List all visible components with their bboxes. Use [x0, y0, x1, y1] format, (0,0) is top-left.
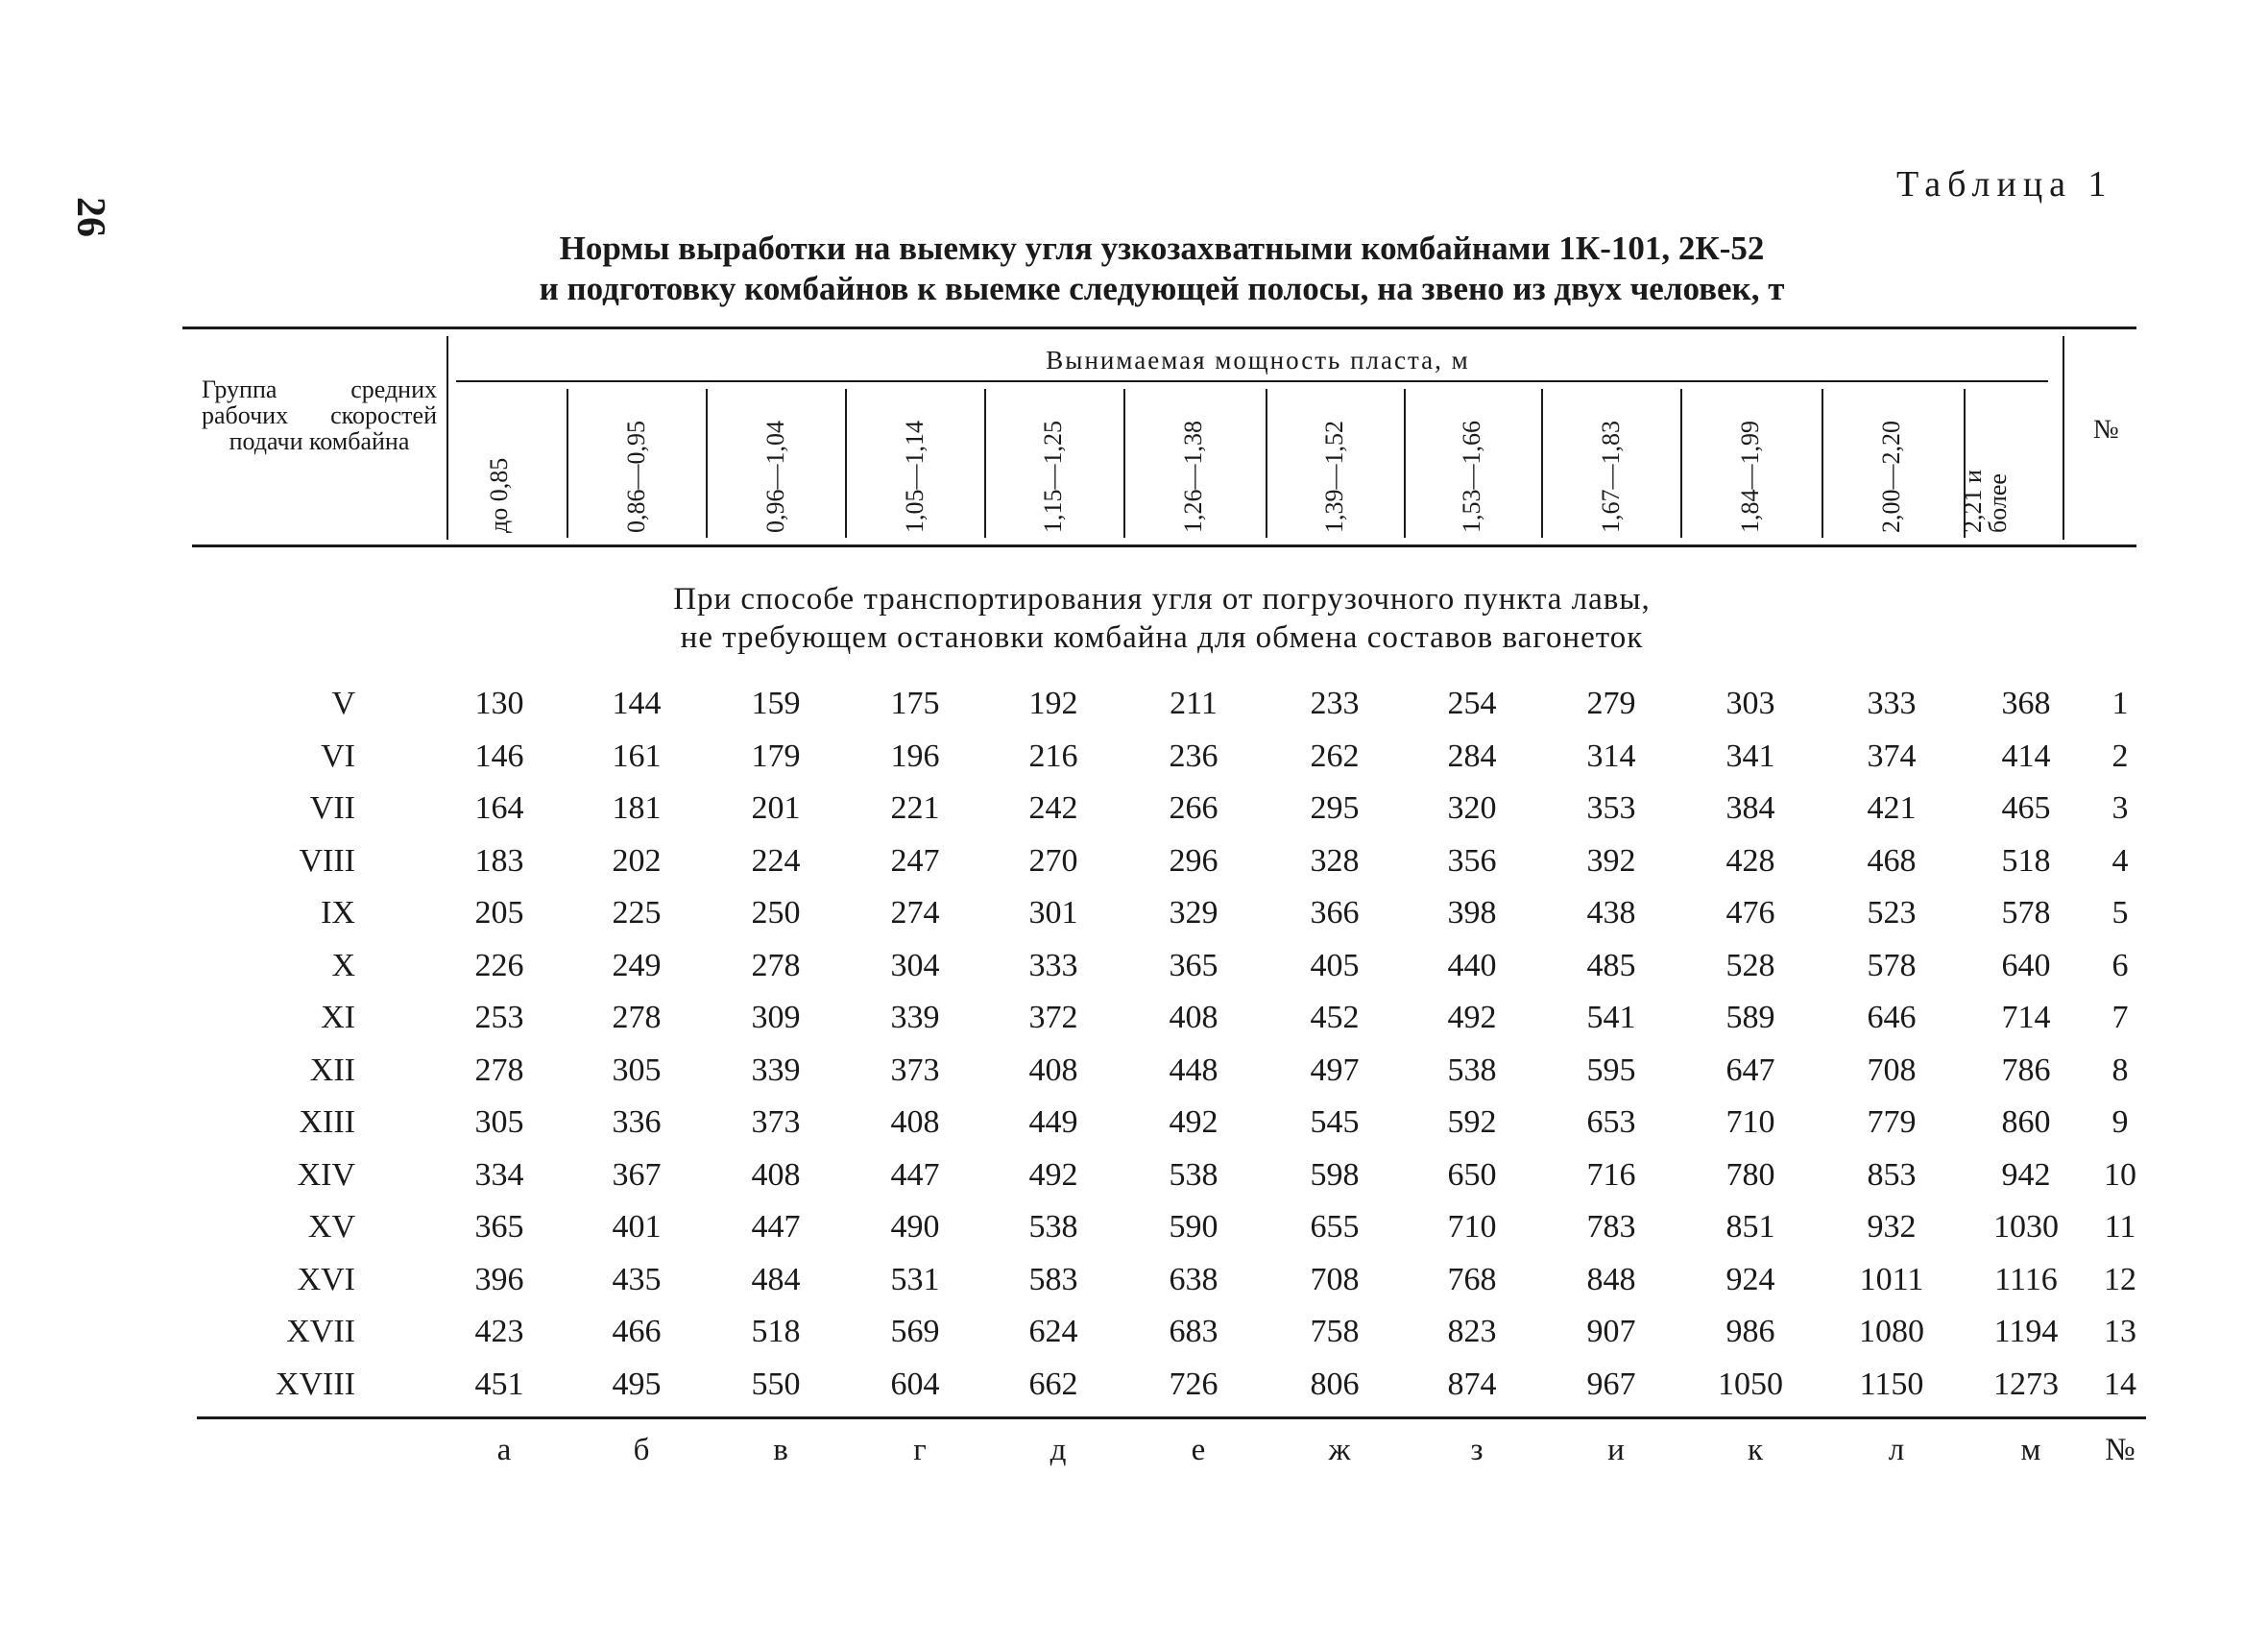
value-cell: 211: [1170, 686, 1218, 721]
value-cell: 175: [890, 686, 940, 721]
value-cell: 164: [474, 790, 524, 826]
value-cell: 932: [1867, 1209, 1917, 1245]
value-cell: 924: [1725, 1261, 1775, 1297]
value-cell: 384: [1725, 790, 1775, 826]
footer-letter: е: [1191, 1433, 1206, 1467]
section-note-line-1: При способе транспортирования угля от погрузочного пункта лавы,: [673, 582, 1651, 617]
header-column-divider: [984, 389, 986, 538]
value-cell: 309: [751, 1000, 801, 1035]
value-cell: 538: [1447, 1052, 1497, 1088]
thickness-column-header: [1876, 389, 1934, 533]
group-column-divider: [446, 336, 448, 540]
section-note: [576, 580, 1748, 657]
thickness-column-label: 2,00—2,20: [1877, 421, 1905, 533]
value-cell: 650: [1447, 1156, 1497, 1193]
row-number-cell: 2: [2111, 738, 2129, 774]
table-bottom-rule: [197, 1416, 2146, 1419]
value-cell: 497: [1310, 1052, 1360, 1088]
header-bottom-rule: [192, 544, 2136, 547]
value-cell: 305: [612, 1052, 662, 1088]
header-column-divider: [706, 389, 708, 538]
top-rule: [182, 327, 2136, 329]
value-cell: 183: [474, 842, 524, 879]
header-column-divider: [1822, 389, 1823, 538]
value-cell: 638: [1169, 1261, 1218, 1297]
value-cell: 405: [1310, 947, 1360, 983]
value-cell: 1080: [1859, 1314, 1924, 1349]
value-cell: 408: [1028, 1052, 1078, 1088]
group-cell: V: [331, 686, 355, 721]
value-cell: 492: [1169, 1104, 1218, 1140]
value-cell: 538: [1028, 1209, 1078, 1245]
value-cell: 179: [751, 738, 801, 774]
value-cell: 907: [1586, 1314, 1636, 1349]
value-cell: 476: [1725, 895, 1775, 931]
value-cell: 408: [1169, 1000, 1218, 1035]
value-cell: 545: [1310, 1104, 1360, 1140]
value-cell: 592: [1447, 1104, 1497, 1140]
subheader-rule: [456, 380, 2048, 382]
row-number-cell: 9: [2111, 1104, 2129, 1140]
value-cell: 236: [1169, 738, 1218, 774]
value-cell: 640: [2001, 947, 2051, 983]
value-cell: 590: [1169, 1209, 1218, 1245]
row-number-cell: 5: [2111, 895, 2129, 931]
group-cell: XVI: [297, 1261, 355, 1297]
value-cell: 495: [612, 1366, 662, 1402]
thickness-column-label: до 0,85: [485, 457, 513, 533]
value-cell: 279: [1586, 686, 1636, 721]
value-cell: 468: [1867, 842, 1917, 879]
value-cell: 295: [1310, 790, 1360, 826]
value-cell: 339: [751, 1052, 801, 1088]
footer-letter: к: [1747, 1433, 1764, 1467]
group-cell: XI: [321, 1000, 355, 1035]
thickness-column-header: [1319, 389, 1377, 533]
value-cell: 646: [1867, 1000, 1917, 1035]
value-cell: 365: [1169, 947, 1218, 983]
value-cell: 466: [612, 1314, 662, 1349]
footer-letter: д: [1050, 1433, 1067, 1467]
value-cell: 242: [1028, 790, 1078, 826]
value-cell: 647: [1725, 1052, 1775, 1088]
no-header: №: [2093, 415, 2119, 445]
value-cell: 1116: [1994, 1261, 2058, 1297]
thickness-column-header: [621, 389, 679, 533]
row-number-cell: 14: [2104, 1366, 2136, 1402]
value-cell: 366: [1310, 895, 1360, 931]
footer-letter: в: [773, 1433, 788, 1467]
header-column-divider: [1541, 389, 1543, 538]
value-cell: 367: [612, 1156, 662, 1193]
value-cell: 662: [1028, 1366, 1078, 1402]
value-cell: 435: [612, 1261, 662, 1297]
value-cell: 368: [2001, 686, 2051, 721]
value-cell: 716: [1586, 1156, 1636, 1193]
group-cell: XIII: [299, 1104, 355, 1140]
row-number-cell: 11: [2104, 1209, 2136, 1245]
thickness-column-header: [1596, 389, 1653, 533]
thickness-column-header: [1038, 389, 1096, 533]
footer-letter: и: [1607, 1433, 1625, 1467]
thickness-column-header: [1178, 389, 1236, 533]
group-header: Группа средних рабочих скоростей подачи комбайна: [202, 375, 437, 455]
value-cell: 372: [1028, 1000, 1078, 1035]
value-cell: 356: [1447, 842, 1497, 879]
value-cell: 438: [1586, 895, 1636, 931]
value-cell: 1011: [1859, 1261, 1924, 1297]
group-cell: XVII: [286, 1314, 355, 1349]
value-cell: 1150: [1859, 1366, 1924, 1402]
value-cell: 848: [1586, 1261, 1636, 1297]
value-cell: 655: [1310, 1209, 1360, 1245]
value-cell: 421: [1867, 790, 1917, 826]
value-cell: 447: [890, 1156, 940, 1193]
thickness-column-label: 1,05—1,14: [901, 421, 929, 533]
value-cell: 249: [612, 947, 662, 983]
value-cell: 192: [1028, 686, 1078, 721]
page-number: 26: [68, 197, 112, 237]
value-cell: 1030: [1993, 1209, 2059, 1245]
value-cell: 1194: [1993, 1314, 2059, 1349]
value-cell: 329: [1169, 895, 1218, 931]
value-cell: 226: [474, 947, 524, 983]
value-cell: 254: [1447, 686, 1497, 721]
value-cell: 396: [474, 1261, 524, 1297]
row-number-cell: 1: [2111, 686, 2129, 721]
row-number-cell: 13: [2104, 1314, 2136, 1349]
value-cell: 339: [890, 1000, 940, 1035]
value-cell: 485: [1586, 947, 1636, 983]
group-cell: VII: [309, 790, 355, 826]
value-cell: 538: [1169, 1156, 1218, 1193]
value-cell: 492: [1447, 1000, 1497, 1035]
value-cell: 408: [890, 1104, 940, 1140]
table-label: Таблица 1: [1896, 164, 2113, 205]
group-cell: VI: [321, 738, 355, 774]
value-cell: 484: [751, 1261, 801, 1297]
footer-letter: з: [1470, 1433, 1484, 1467]
thickness-column-header: [1457, 389, 1514, 533]
value-cell: 144: [612, 686, 662, 721]
value-cell: 726: [1169, 1366, 1218, 1402]
thickness-column-header: [1959, 389, 2068, 533]
value-cell: 202: [612, 842, 662, 879]
value-cell: 224: [751, 842, 801, 879]
header-column-divider: [1680, 389, 1682, 538]
value-cell: 284: [1447, 738, 1497, 774]
value-cell: 452: [1310, 1000, 1360, 1035]
thickness-column-label: 0,86—0,95: [622, 421, 650, 533]
value-cell: 786: [2001, 1052, 2051, 1088]
value-cell: 328: [1310, 842, 1360, 879]
value-cell: 365: [474, 1209, 524, 1245]
value-cell: 146: [474, 738, 524, 774]
value-cell: 428: [1725, 842, 1775, 879]
value-cell: 266: [1169, 790, 1218, 826]
header-column-divider: [845, 389, 847, 538]
thickness-column-label: 1,39—1,52: [1320, 421, 1348, 533]
value-cell: 247: [890, 842, 940, 879]
value-cell: 578: [1867, 947, 1917, 983]
value-cell: 708: [1310, 1261, 1360, 1297]
value-cell: 783: [1586, 1209, 1636, 1245]
value-cell: 278: [751, 947, 801, 983]
value-cell: 541: [1586, 1000, 1636, 1035]
value-cell: 303: [1725, 686, 1775, 721]
table-title: [451, 229, 1872, 309]
value-cell: 253: [474, 1000, 524, 1035]
value-cell: 314: [1586, 738, 1636, 774]
value-cell: 320: [1447, 790, 1497, 826]
value-cell: 578: [2001, 895, 2051, 931]
footer-no: №: [2105, 1433, 2135, 1467]
value-cell: 196: [890, 738, 940, 774]
value-cell: 250: [751, 895, 801, 931]
group-cell: IX: [321, 895, 355, 931]
group-cell: VIII: [299, 842, 355, 879]
value-cell: 569: [890, 1314, 940, 1349]
value-cell: 401: [612, 1209, 662, 1245]
value-cell: 806: [1310, 1366, 1360, 1402]
footer-letter: г: [913, 1433, 927, 1467]
group-cell: XIV: [297, 1156, 355, 1193]
value-cell: 414: [2001, 738, 2051, 774]
value-cell: 490: [890, 1209, 940, 1245]
value-cell: 492: [1028, 1156, 1078, 1193]
row-number-cell: 3: [2111, 790, 2129, 826]
value-cell: 595: [1586, 1052, 1636, 1088]
value-cell: 233: [1310, 686, 1360, 721]
value-cell: 305: [474, 1104, 524, 1140]
value-cell: 942: [2001, 1156, 2051, 1193]
value-cell: 159: [751, 686, 801, 721]
value-cell: 780: [1725, 1156, 1775, 1193]
group-cell: XV: [307, 1209, 355, 1245]
row-number-cell: 4: [2111, 842, 2129, 879]
value-cell: 408: [751, 1156, 801, 1193]
value-cell: 604: [890, 1366, 940, 1402]
value-cell: 1273: [1993, 1366, 2059, 1402]
value-cell: 451: [474, 1366, 524, 1402]
header-column-divider: [1123, 389, 1125, 538]
value-cell: 986: [1725, 1314, 1775, 1349]
value-cell: 353: [1586, 790, 1636, 826]
value-cell: 334: [474, 1156, 524, 1193]
value-cell: 392: [1586, 842, 1636, 879]
value-cell: 758: [1310, 1314, 1360, 1349]
value-cell: 528: [1725, 947, 1775, 983]
section-note-line-2: не требующем остановки комбайна для обмена составов вагонеток: [680, 620, 1644, 655]
thickness-column-label: 0,96—1,04: [761, 421, 789, 533]
value-cell: 225: [612, 895, 662, 931]
value-cell: 161: [612, 738, 662, 774]
thickness-header: Вынимаемая мощность пласта, м: [1046, 346, 1470, 375]
thickness-column-header: [900, 389, 957, 533]
value-cell: 304: [890, 947, 940, 983]
header-column-divider: [1404, 389, 1406, 538]
thickness-column-header: [484, 389, 542, 533]
value-cell: 221: [890, 790, 940, 826]
value-cell: 301: [1028, 895, 1078, 931]
thickness-column-label: 1,67—1,83: [1597, 421, 1625, 533]
value-cell: 270: [1028, 842, 1078, 879]
value-cell: 447: [751, 1209, 801, 1245]
thickness-column-header: [1735, 389, 1793, 533]
value-cell: 374: [1867, 738, 1917, 774]
thickness-column-header: [760, 389, 818, 533]
header-column-divider: [1266, 389, 1267, 538]
value-cell: 449: [1028, 1104, 1078, 1140]
value-cell: 583: [1028, 1261, 1078, 1297]
footer-letter: л: [1888, 1433, 1905, 1467]
value-cell: 598: [1310, 1156, 1360, 1193]
value-cell: 710: [1447, 1209, 1497, 1245]
value-cell: 874: [1447, 1366, 1497, 1402]
value-cell: 768: [1447, 1261, 1497, 1297]
value-cell: 216: [1028, 738, 1078, 774]
value-cell: 518: [751, 1314, 801, 1349]
row-number-cell: 8: [2111, 1052, 2129, 1088]
value-cell: 333: [1867, 686, 1917, 721]
row-number-cell: 6: [2111, 947, 2129, 983]
value-cell: 205: [474, 895, 524, 931]
value-cell: 851: [1725, 1209, 1775, 1245]
thickness-column-label: 1,26—1,38: [1179, 421, 1207, 533]
value-cell: 653: [1586, 1104, 1636, 1140]
footer-letter: ж: [1328, 1433, 1351, 1467]
value-cell: 967: [1586, 1366, 1636, 1402]
value-cell: 708: [1867, 1052, 1917, 1088]
group-cell: XII: [309, 1052, 355, 1088]
value-cell: 465: [2001, 790, 2051, 826]
value-cell: 423: [474, 1314, 524, 1349]
thickness-column-label: 1,84—1,99: [1736, 421, 1764, 533]
value-cell: 181: [612, 790, 662, 826]
row-number-cell: 10: [2104, 1156, 2136, 1193]
value-cell: 550: [751, 1366, 801, 1402]
footer-letter: б: [633, 1433, 650, 1467]
value-cell: 710: [1725, 1104, 1775, 1140]
value-cell: 130: [474, 686, 524, 721]
row-number-cell: 12: [2104, 1261, 2136, 1297]
value-cell: 714: [2001, 1000, 2051, 1035]
value-cell: 333: [1028, 947, 1078, 983]
value-cell: 398: [1447, 895, 1497, 931]
value-cell: 860: [2001, 1104, 2051, 1140]
value-cell: 448: [1169, 1052, 1218, 1088]
value-cell: 624: [1028, 1314, 1078, 1349]
value-cell: 278: [612, 1000, 662, 1035]
value-cell: 683: [1169, 1314, 1218, 1349]
thickness-column-label: 2,21 и более: [1959, 470, 2012, 533]
title-line-1: Нормы выработки на выемку угля узкозахватными комбайнами 1К-101, 2К-52: [559, 230, 1765, 267]
footer-letter: м: [2020, 1433, 2041, 1467]
value-cell: 201: [751, 790, 801, 826]
title-line-2: и подготовку комбайнов к выемке следующей полосы, на звено из двух человек, т: [539, 270, 1785, 307]
value-cell: 531: [890, 1261, 940, 1297]
row-number-cell: 7: [2111, 1000, 2129, 1035]
footer-letter: а: [496, 1433, 512, 1467]
value-cell: 779: [1867, 1104, 1917, 1140]
value-cell: 589: [1725, 1000, 1775, 1035]
value-cell: 523: [1867, 895, 1917, 931]
thickness-column-label: 1,15—1,25: [1039, 421, 1067, 533]
header-column-divider: [567, 389, 568, 538]
value-cell: 853: [1867, 1156, 1917, 1193]
value-cell: 262: [1310, 738, 1360, 774]
value-cell: 278: [474, 1052, 524, 1088]
value-cell: 440: [1447, 947, 1497, 983]
value-cell: 341: [1725, 738, 1775, 774]
value-cell: 373: [751, 1104, 801, 1140]
value-cell: 274: [890, 895, 940, 931]
value-cell: 296: [1169, 842, 1218, 879]
value-cell: 823: [1447, 1314, 1497, 1349]
value-cell: 1050: [1718, 1366, 1783, 1402]
thickness-column-label: 1,53—1,66: [1458, 421, 1485, 533]
group-cell: X: [331, 947, 355, 983]
value-cell: 373: [890, 1052, 940, 1088]
group-cell: XVIII: [275, 1366, 355, 1402]
value-cell: 336: [612, 1104, 662, 1140]
value-cell: 518: [2001, 842, 2051, 879]
